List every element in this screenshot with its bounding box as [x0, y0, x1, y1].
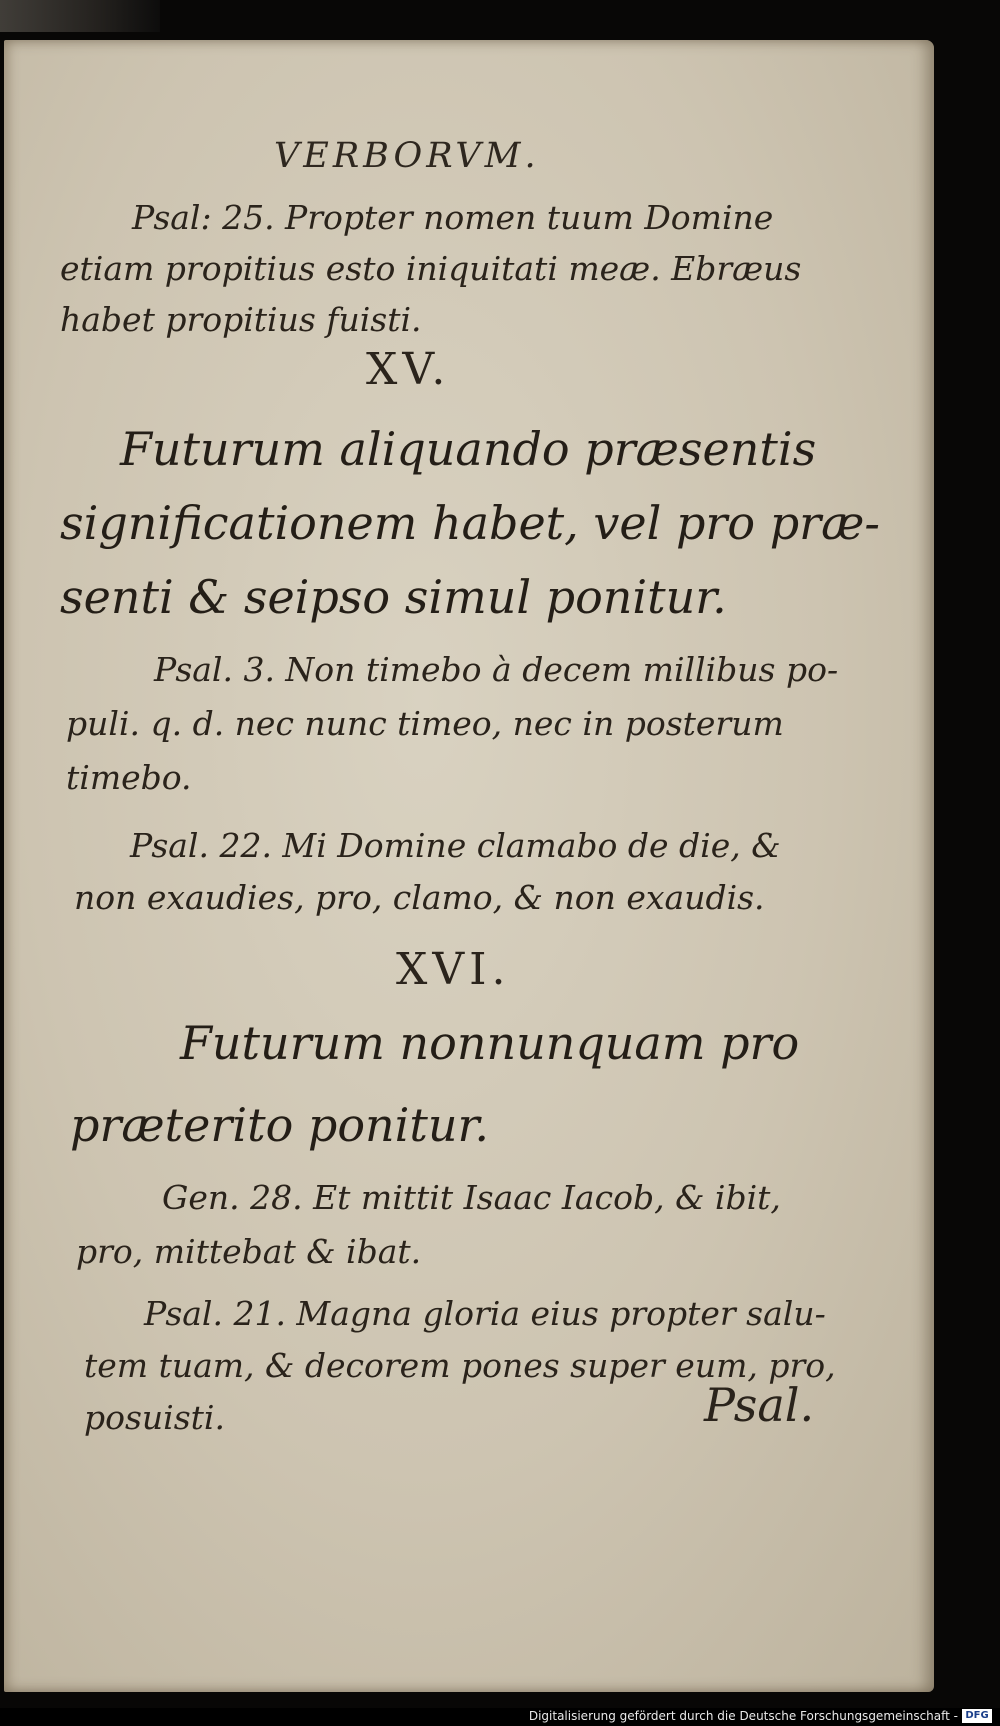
text-line: habet propitius fuisti. — [60, 300, 422, 339]
example-line: pro, mittebat & ibat. — [76, 1232, 422, 1271]
text-line: etiam propitius esto iniquitati meæ. Ebræus — [60, 249, 802, 288]
text-line: Psal: 25. Propter nomen tuum Domine — [132, 198, 774, 237]
section-number-xvi: XVI. — [396, 944, 511, 995]
example-line: tem tuam, & decorem pones super eum, pro, — [84, 1346, 836, 1385]
running-head: VERBORVM. — [274, 136, 540, 176]
example-line: Psal. 21. Magna gloria eius propter salu- — [144, 1294, 826, 1333]
rule-line: significationem habet, vel pro præ- — [60, 496, 880, 550]
example-line: puli. q. d. nec nunc timeo, nec in posterum — [66, 704, 784, 743]
dfg-logo-icon: DFG — [962, 1709, 992, 1723]
example-line: non exaudies, pro, clamo, & non exaudis. — [74, 878, 765, 917]
book-edge — [0, 0, 160, 32]
rule-line: senti & seipso simul ponitur. — [60, 570, 727, 624]
catchword: Psal. — [704, 1378, 815, 1432]
page-text — [4, 40, 934, 1692]
section-number-xv: XV. — [366, 344, 451, 395]
book-page — [4, 40, 934, 1692]
example-line: Gen. 28. Et mittit Isaac Iacob, & ibit, — [162, 1178, 781, 1217]
example-line: posuisti. — [84, 1398, 225, 1437]
rule-line: præterito ponitur. — [70, 1098, 490, 1152]
rule-line: Futurum nonnunquam pro — [180, 1016, 800, 1070]
example-line: Psal. 3. Non timebo à decem millibus po- — [154, 650, 839, 689]
digitization-credit: Digitalisierung gefördert durch die Deutsche Forschungsgemeinschaft - — [528, 1709, 958, 1723]
example-line: timebo. — [66, 758, 192, 797]
rule-line: Futurum aliquando præsentis — [120, 422, 817, 476]
example-line: Psal. 22. Mi Domine clamabo de die, & — [130, 826, 781, 865]
